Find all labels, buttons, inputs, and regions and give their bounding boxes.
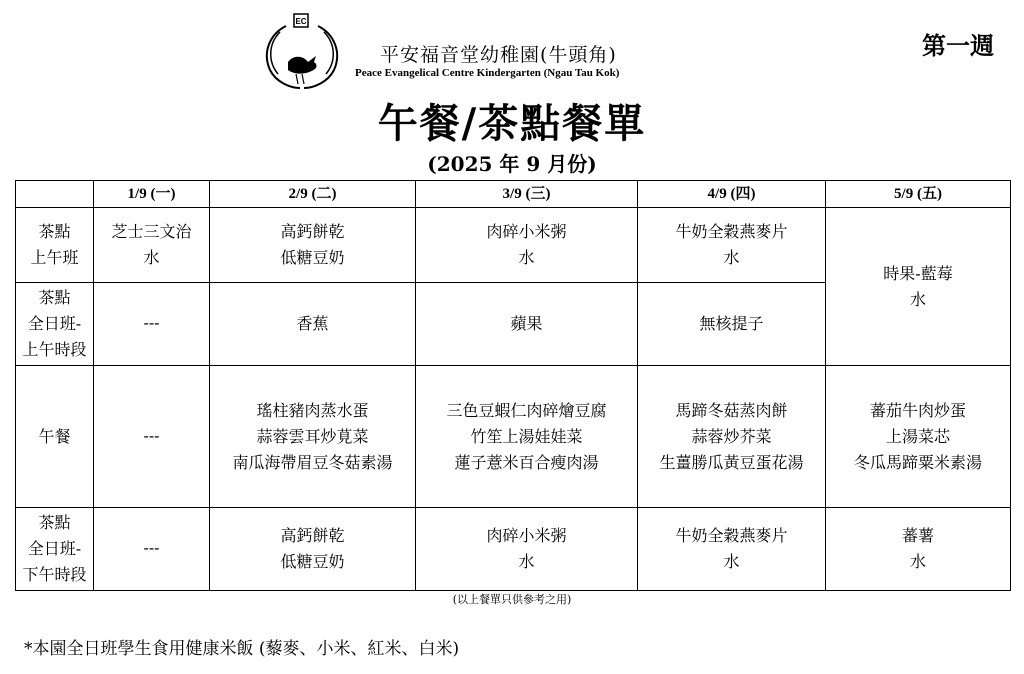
menu-cell: --- [94, 508, 210, 591]
school-name-english: Peace Evangelical Centre Kindergarten (Ngau Tau Kok) [355, 67, 620, 79]
table-row [16, 208, 1011, 283]
column-header: 1/9 (一) [94, 181, 210, 208]
page-subtitle: (2025 年 9 月份) [427, 152, 597, 176]
menu-cell: 馬蹄冬菇蒸肉餅 蒜蓉炒芥菜 生薑勝瓜黃豆蛋花湯 [638, 366, 826, 508]
reference-note: (以上餐單只供參考之用) [452, 593, 572, 606]
table-header-row [16, 181, 1011, 208]
column-header: 2/9 (二) [210, 181, 416, 208]
menu-cell: 蘋果 [416, 283, 638, 366]
menu-cell: 蕃薯 水 [826, 508, 1011, 591]
menu-cell: 牛奶全穀燕麥片 水 [638, 508, 826, 591]
menu-cell: 無核提子 [638, 283, 826, 366]
school-logo [256, 12, 348, 94]
school-name-chinese: 平安福音堂幼稚園(牛頭角) [380, 44, 617, 66]
column-header: 3/9 (三) [416, 181, 638, 208]
menu-cell: 牛奶全穀燕麥片 水 [638, 208, 826, 283]
rice-footnote: *本園全日班學生食用健康米飯 (藜麥、小米、紅米、白米) [24, 639, 460, 659]
menu-cell-merged: 時果-藍莓 水 [826, 208, 1011, 366]
menu-cell: 高鈣餅乾 低糖豆奶 [210, 208, 416, 283]
menu-cell: 瑤柱豬肉蒸水蛋 蒜蓉雲耳炒莧菜 南瓜海帶眉豆冬菇素湯 [210, 366, 416, 508]
menu-cell: 蕃茄牛肉炒蛋 上湯菜芯 冬瓜馬蹄粟米素湯 [826, 366, 1011, 508]
menu-cell: 肉碎小米粥 水 [416, 508, 638, 591]
menu-cell: 三色豆蝦仁肉碎燴豆腐 竹笙上湯娃娃菜 蓮子薏米百合瘦肉湯 [416, 366, 638, 508]
row-label-am-snack: 茶點 上午班 [16, 208, 94, 283]
menu-cell: --- [94, 366, 210, 508]
svg-text:EC: EC [295, 17, 307, 26]
menu-cell: 香蕉 [210, 283, 416, 366]
menu-table [15, 180, 1011, 591]
row-label-fullday-pm-snack: 茶點 全日班- 下午時段 [16, 508, 94, 591]
table-row [16, 366, 1011, 508]
menu-cell: 芝士三文治 水 [94, 208, 210, 283]
menu-cell: 肉碎小米粥 水 [416, 208, 638, 283]
table-row [16, 508, 1011, 591]
menu-cell: --- [94, 283, 210, 366]
page-title: 午餐/茶點餐單 [377, 100, 647, 147]
row-label-lunch: 午餐 [16, 366, 94, 508]
week-label: 第一週 [922, 31, 994, 60]
column-header: 5/9 (五) [826, 181, 1011, 208]
column-header: 4/9 (四) [638, 181, 826, 208]
corner-cell [16, 181, 94, 208]
menu-cell: 高鈣餅乾 低糖豆奶 [210, 508, 416, 591]
row-label-fullday-am-snack: 茶點 全日班- 上午時段 [16, 283, 94, 366]
